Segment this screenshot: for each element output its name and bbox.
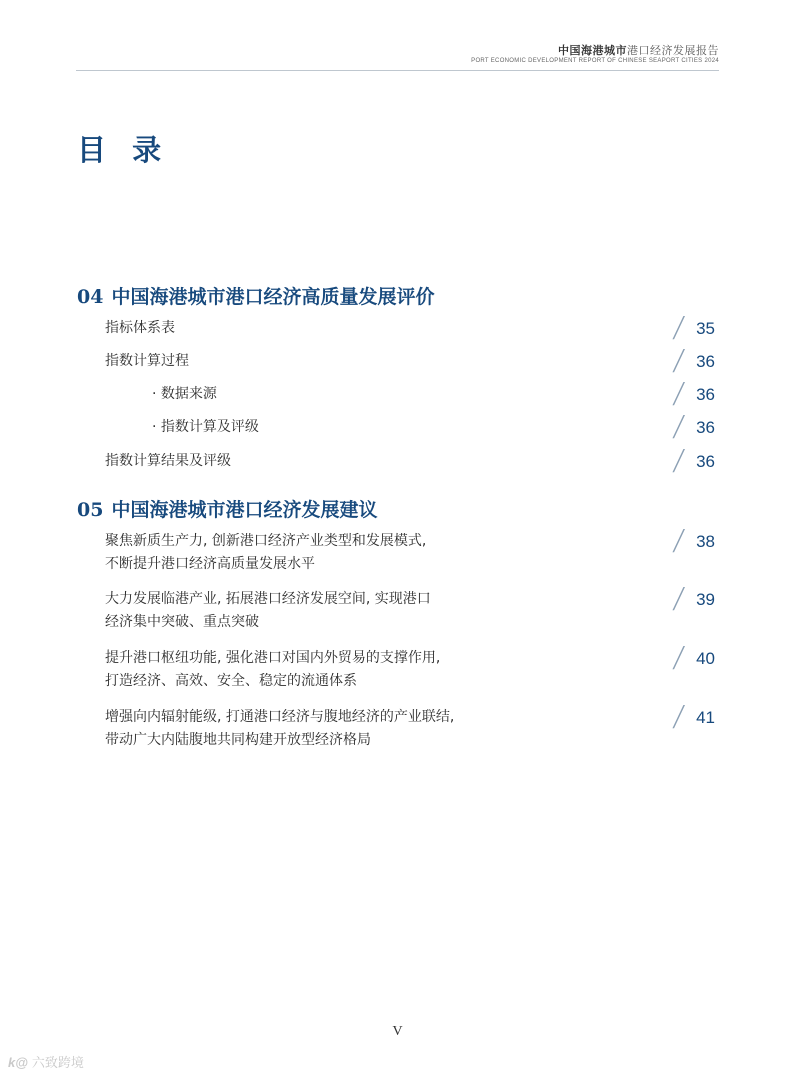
toc-entry-label: 指数计算结果及评级 [105,453,231,469]
page-ref: 39 [696,590,715,609]
toc-entry-line: 聚焦新质生产力, 创新港口经济产业类型和发展模式, [105,533,427,549]
toc-entry-line: 不断提升港口经济高质量发展水平 [105,556,315,572]
slash-separator-icon: ╱ [673,529,685,552]
section-number: 05 [77,499,104,521]
page-ref: 35 [696,319,715,338]
page-ref: 41 [696,708,715,727]
toc-entry-page [673,647,715,670]
toc-entry-label [105,647,545,693]
toc-title: 目 录 [77,133,170,167]
slash-separator-icon: ╱ [673,587,685,610]
toc-entry-label: 指数计算过程 [105,353,189,369]
toc-entry[interactable] [105,588,719,634]
slash-separator-icon: ╱ [673,382,685,405]
toc-entry[interactable] [105,530,719,576]
toc-entry[interactable] [105,317,719,340]
running-header [471,44,719,65]
toc-entry[interactable] [105,647,719,693]
toc-entry[interactable] [105,383,719,406]
toc-entry-page [673,416,715,439]
toc-entry-page [673,317,715,340]
toc-entry-page [673,450,715,473]
header-title-strong: 中国海港城市 [558,44,627,57]
header-title [471,44,719,57]
page-ref: 38 [696,532,715,551]
toc-subentry-label: · 数据来源 [152,386,217,402]
toc-entry-line: 大力发展临港产业, 拓展港口经济发展空间, 实现港口 [105,591,431,607]
section-title: 中国海港城市港口经济高质量发展评价 [111,286,435,308]
slash-separator-icon: ╱ [673,316,685,339]
toc-entry-line: 经济集中突破、重点突破 [105,614,259,630]
toc-entry[interactable] [105,416,719,439]
section-number: 04 [77,286,104,308]
page-ref: 40 [696,649,715,668]
toc-entry-label: 指标体系表 [105,320,175,336]
toc-entry-page [673,588,715,611]
toc-entry-line: 增强向内辐射能级, 打通港口经济与腹地经济的产业联结, [105,709,455,725]
watermark-logo-icon: k@ [8,1055,28,1070]
toc-entry-label [105,588,545,634]
slash-separator-icon: ╱ [673,449,685,472]
watermark [8,1052,84,1071]
toc-entry-line: 带动广大内陆腹地共同构建开放型经济格局 [105,732,371,748]
slash-separator-icon: ╱ [673,349,685,372]
toc-entry-page [673,706,715,729]
header-title-rest: 港口经济发展报告 [627,44,719,57]
watermark-text: 六致跨境 [31,1056,84,1071]
toc-entry[interactable] [105,350,719,373]
toc-entry[interactable] [105,450,719,473]
toc-entry[interactable] [105,706,719,752]
toc-entry-label [105,530,545,576]
toc-entry-line: 提升港口枢纽功能, 强化港口对国内外贸易的支撑作用, [105,650,441,666]
toc-entry-line: 打造经济、高效、安全、稳定的流通体系 [105,673,357,689]
toc-entry-page [673,383,715,406]
section-heading-05[interactable] [77,495,377,522]
toc-entry-page [673,530,715,553]
section-heading-04[interactable] [77,282,434,309]
page-ref: 36 [696,385,715,404]
toc-entry-label [105,706,545,752]
page-number: V [392,1024,403,1039]
toc-subentry-label: · 指数计算及评级 [152,419,259,435]
toc-entry-page [673,350,715,373]
slash-separator-icon: ╱ [673,705,685,728]
header-subtitle: PORT ECONOMIC DEVELOPMENT REPORT OF CHINESE SEAPORT CITIES 2024 [471,58,719,64]
page-ref: 36 [696,352,715,371]
slash-separator-icon: ╱ [673,646,685,669]
page-ref: 36 [696,452,715,471]
header-divider [76,70,719,71]
section-title: 中国海港城市港口经济发展建议 [111,499,378,521]
page-ref: 36 [696,418,715,437]
slash-separator-icon: ╱ [673,415,685,438]
